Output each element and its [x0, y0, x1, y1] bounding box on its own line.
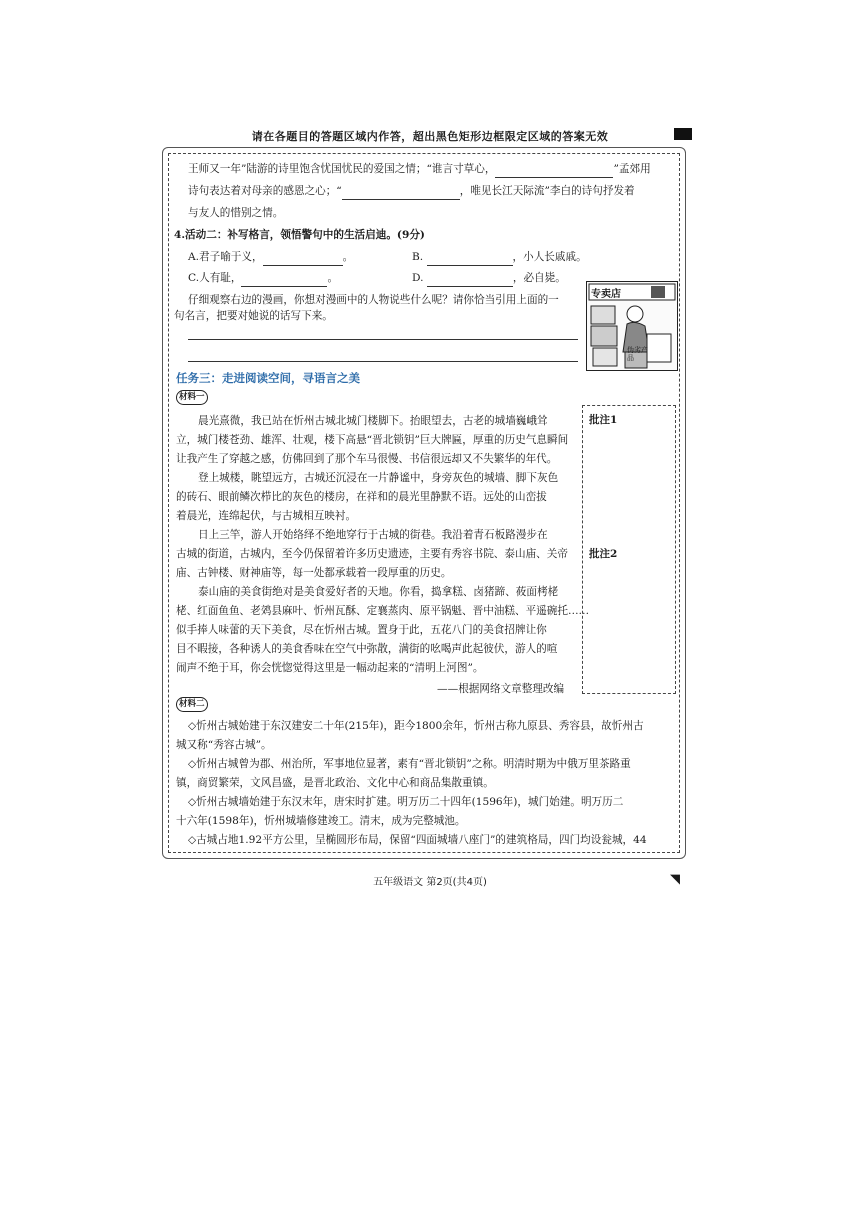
material-1-line: 日上三竿，游人开始络绎不绝地穿行于古城的街巷。我沿着青石板路漫步在 — [198, 529, 548, 541]
answer-blank[interactable] — [241, 274, 327, 287]
material-1-line: 让我产生了穿越之感，仿佛回到了那个车马很慢、书信很远却又不失繁华的年代。 — [176, 453, 558, 465]
material-1-badge: 材料一 — [176, 390, 208, 405]
material-1-line: 着晨光，连绵起伏，与古城相互映衬。 — [176, 510, 357, 522]
q4-option-b: B. ，小人长戚戚。 — [412, 248, 587, 266]
page-footer: 五年级语文 第2页(共4页) — [373, 877, 487, 888]
material-1-line: 的砖石、眼前鳞次栉比的灰色的楼房，在祥和的晨光里静默不语。远处的山峦拔 — [176, 491, 547, 503]
answer-blank[interactable] — [342, 187, 460, 200]
material-1-line: 古城的街道，古城内，至今仍保留着许多历史遗迹，主要有秀容书院、泰山庙、关帝 — [176, 548, 568, 560]
annotation-1-label: 批注1 — [589, 414, 618, 426]
material-1-line: 庙、古钟楼、财神庙等，每一处都承载着一段厚重的历史。 — [176, 567, 452, 579]
material-2-line: 镇，商贸繁荣，文风昌盛，是晋北政治、文化中心和商品集散重镇。 — [176, 777, 494, 789]
material-1-line: 闹声不绝于耳，你会恍惚觉得这里是一幅动起来的“清明上河图”。 — [176, 662, 484, 674]
poem-line-2: 诗句表达着对母亲的感恩之心；“ ，唯见长江天际流”李白的诗句抒发着 — [188, 182, 635, 200]
answer-blank[interactable] — [263, 253, 343, 266]
q4-option-d: D. ，必自毙。 — [412, 269, 566, 287]
q4-prompt-line-2: 句名言，把要对她说的话写下来。 — [174, 310, 333, 322]
question-4-title: 4.活动二：补写格言，领悟警句中的生活启迪。(9分) — [174, 229, 425, 241]
page-header: 请在各题目的答题区域内作答，超出黑色矩形边框限定区域的答案无效 — [251, 130, 609, 143]
alignment-mark — [674, 128, 692, 140]
material-1-line: 晨光熹微，我已站在忻州古城北城门楼脚下。抬眼望去，古老的城墙巍峨耸 — [198, 415, 548, 427]
material-1-line: 泰山庙的美食街绝对是美食爱好者的天地。你看，捣拿糕、卤猪蹄、莜面栲栳 — [198, 586, 559, 598]
material-2-line: 城又称“秀容古城”。 — [176, 739, 272, 751]
answer-writing-line[interactable] — [188, 361, 578, 362]
material-2-line: ◇古城占地1.92平方公里，呈椭圆形布局，保留“四面城墙八座门”的建筑格局，四门均设瓮城，44 — [188, 834, 647, 846]
q4-option-a: A.君子喻于义， 。 — [188, 248, 353, 266]
cartoon-label: 伪劣产品 — [627, 346, 648, 362]
q4-option-c: C.人有耻， 。 — [188, 269, 338, 287]
material-2-line: ◇忻州古城始建于东汉建安二十年(215年)，距今1800余年，忻州古称九原县、秀容县，故忻州古 — [188, 720, 644, 732]
material-1-line: 登上城楼，眺望远方，古城还沉浸在一片静谧中，身旁灰色的城墙、脚下灰色 — [198, 472, 559, 484]
material-1-line: 目不暇接，各种诱人的美食香味在空气中弥散，满街的吆喝声此起彼伏，游人的喧 — [176, 643, 558, 655]
poem-line-1: 王师又一年”陆游的诗里饱含忧国忧民的爱国之情；“谁言寸草心， ”孟郊用 — [188, 160, 651, 178]
material-1-source: ——根据网络文章整理改编 — [437, 683, 565, 695]
annotation-2-label: 批注2 — [589, 548, 618, 560]
cartoon-image — [586, 281, 678, 371]
answer-blank[interactable] — [427, 253, 513, 266]
cartoon-sign: 专卖店 — [591, 289, 621, 300]
material-2-line: ◇忻州古城墙始建于东汉末年，唐宋时扩建。明万历二十四年(1596年)，城门始建。明万历二 — [188, 796, 624, 808]
material-1-line: 似手捧人味蕾的天下美食，尽在忻州古城。置身于此，五花八门的美食招牌让你 — [176, 624, 547, 636]
task-3-title: 任务三：走进阅读空间，寻语言之美 — [176, 371, 360, 385]
material-2-badge: 材料二 — [176, 697, 208, 712]
q4-prompt-line-1: 仔细观察右边的漫画，你想对漫画中的人物说些什么呢？请你恰当引用上面的一 — [188, 294, 559, 306]
material-2-line: 十六年(1598年)，忻州城墙修建竣工。清末，成为完整城池。 — [176, 815, 466, 827]
answer-blank[interactable] — [427, 274, 513, 287]
answer-blank[interactable] — [495, 165, 613, 178]
material-1-line: 栳、红面鱼鱼、老䴔县麻叶、忻州瓦酥、定襄蒸肉、原平锅魁、晋中油糕、平遥碗托…… — [176, 605, 590, 617]
answer-writing-line[interactable] — [188, 339, 578, 340]
material-2-line: ◇忻州古城曾为郡、州治所，军事地位显著，素有“晋北锁钥”之称。明清时期为中俄万里茶路重 — [188, 758, 631, 770]
poem-line-3: 与友人的惜别之情。 — [188, 207, 284, 219]
page-corner-mark: ◥ — [670, 872, 680, 887]
material-1-line: 立，城门楼苍劲、雄浑、壮观，楼下高悬“晋北锁钥”巨大牌匾，厚重的历史气息瞬间 — [176, 434, 569, 446]
